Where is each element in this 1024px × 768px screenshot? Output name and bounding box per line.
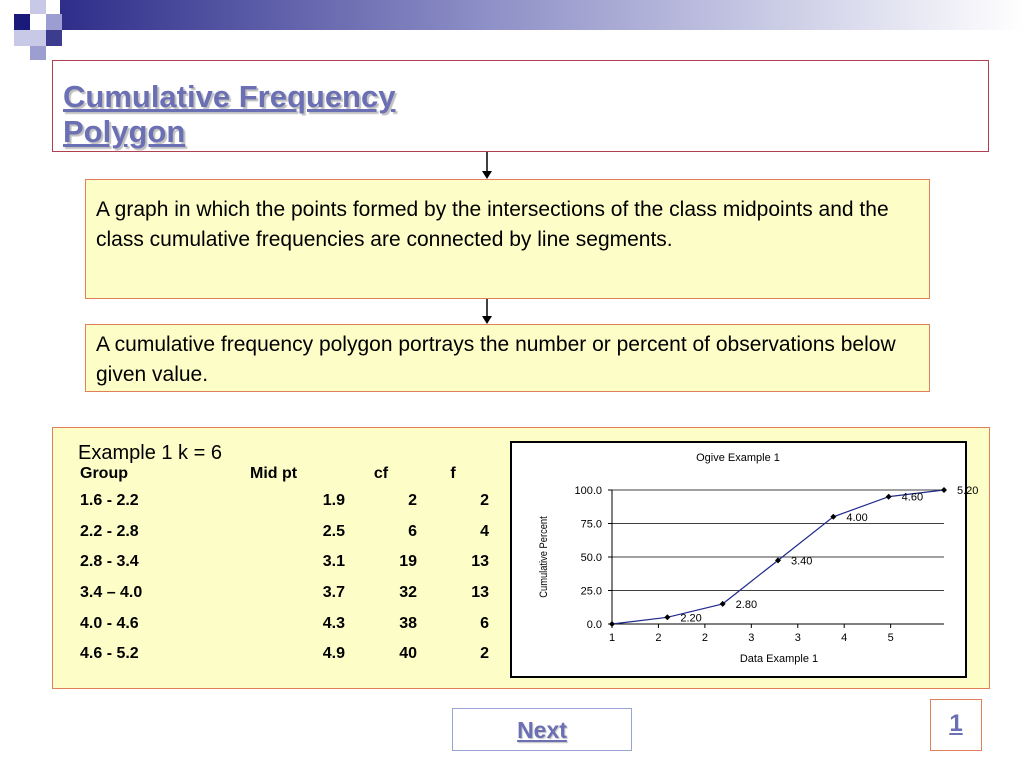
table-row [75,608,489,639]
data-label: 4.00 [846,511,868,524]
page-number-link[interactable]: 1 [949,710,963,737]
cf-cell: 32 [399,584,417,602]
cf-cell: 19 [399,553,417,571]
y-tick-label: 75.0 [580,518,602,531]
table-row [75,517,489,548]
definition-box [85,179,930,299]
f-cell: 13 [471,584,489,602]
table-header-row [75,462,489,486]
table-row [75,578,489,609]
column-header-f: f [450,465,456,482]
x-tick-label: 3 [748,632,755,644]
midpoint-cell: 3.7 [322,584,345,602]
data-point [941,487,947,493]
midpoint-cell: 2.5 [322,522,345,540]
f-cell: 6 [480,614,489,632]
table-row [75,639,489,670]
example-title: Example 1 k = 6 [78,442,222,464]
table-row [75,547,489,578]
x-tick-label: 5 [887,632,894,644]
table-row [75,486,489,517]
y-tick-label: 25.0 [580,585,602,598]
description-text: A cumulative frequency polygon portrays the number or percent of observations below given value. [96,333,896,386]
page-number-box[interactable] [930,699,982,751]
description-box [85,324,930,392]
x-tick-label: 4 [841,632,848,644]
page-title[interactable] [63,79,395,149]
frequency-table [75,462,489,670]
header-decoration [0,0,1024,60]
midpoint-cell: 4.9 [322,645,345,663]
x-tick-label: 2 [701,632,708,644]
group-cell: 2.2 - 2.8 [80,522,139,540]
midpoint-cell: 4.3 [322,614,345,632]
next-link[interactable]: Next [517,717,567,743]
page-title-line2: Polygon [63,114,186,149]
data-point [609,621,615,627]
data-label: 2.20 [680,612,702,625]
data-point [664,614,670,620]
y-axis-label: Cumulative Percent [538,516,551,598]
f-cell: 4 [480,522,489,540]
chart-title: Ogive Example 1 [696,452,780,464]
x-tick-label: 3 [794,632,801,644]
cf-cell: 6 [408,522,417,540]
data-label: 2.80 [735,598,758,611]
f-cell: 2 [480,492,489,510]
title-box [52,60,989,152]
ogive-chart [510,441,979,678]
group-cell: 2.8 - 3.4 [80,553,139,571]
data-label: 5.20 [957,485,979,497]
column-header-cf: cf [373,465,389,482]
f-cell: 2 [480,645,489,663]
x-tick-label: 1 [608,632,616,644]
cf-cell: 38 [399,614,417,632]
f-cell: 13 [471,553,489,571]
y-tick-label: 50.0 [580,552,602,564]
column-header-midpoint: Mid pt [250,465,298,482]
midpoint-cell: 1.9 [322,492,345,510]
x-axis-label: Data Example 1 [739,653,819,665]
data-label: 3.40 [791,555,813,568]
x-tick-label: 2 [655,632,662,644]
data-label: 4.60 [901,491,924,504]
definition-text: A graph in which the points formed by the intersections of the class midpoints and the class cumulative frequencies are connected by line segments. [96,198,889,251]
y-tick-label: 0.0 [586,619,602,631]
cf-cell: 40 [399,645,417,663]
group-cell: 4.6 - 5.2 [80,645,139,663]
cf-cell: 2 [408,492,417,510]
group-cell: 1.6 - 2.2 [80,492,139,510]
ogive-chart-svg [512,443,979,676]
page-title-line1: Cumulative Frequency [63,79,396,114]
arrow-down-icon [481,299,493,325]
group-cell: 4.0 - 4.6 [80,614,139,632]
data-point [886,494,892,500]
midpoint-cell: 3.1 [322,553,345,571]
example-box [52,427,990,689]
y-tick-label: 100.0 [574,485,602,497]
column-header-group: Group [80,465,128,482]
arrow-down-icon [481,152,493,180]
next-button[interactable] [452,708,632,751]
group-cell: 3.4 – 4.0 [80,584,143,602]
